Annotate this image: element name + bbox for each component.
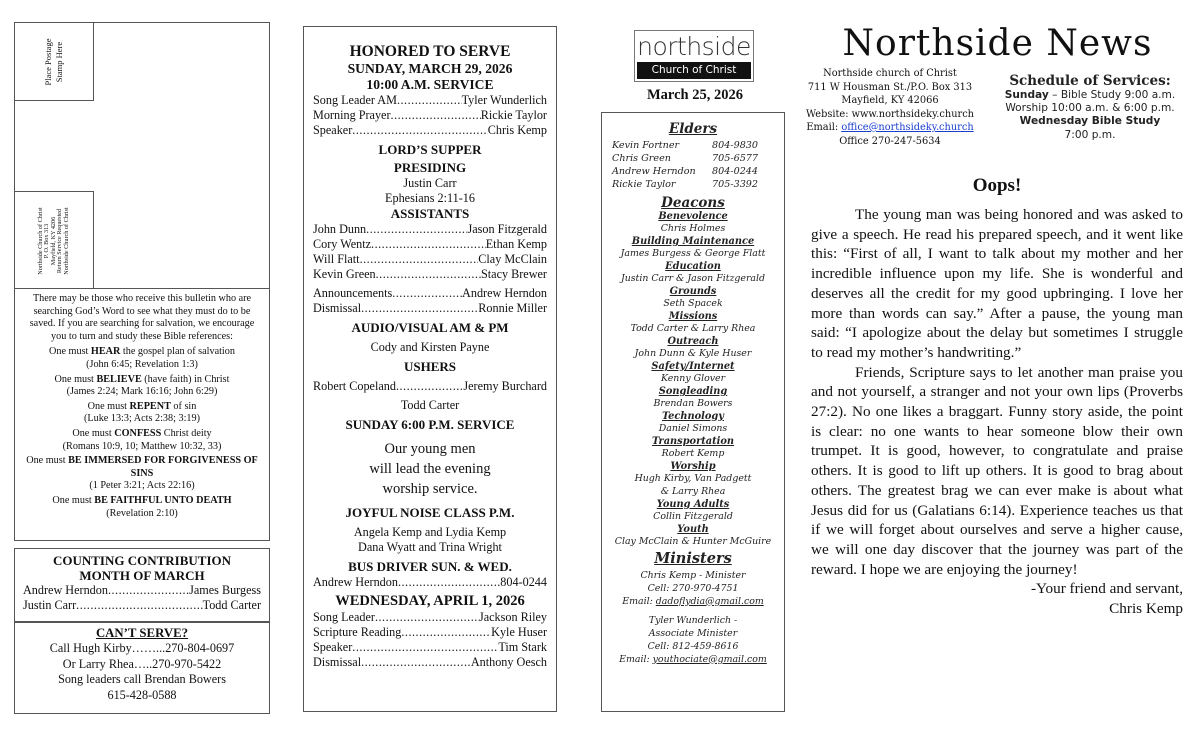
role-row (313, 123, 547, 138)
dot-leader (398, 575, 500, 590)
email-label: Email: (806, 122, 842, 133)
lords-supper-heading: LORD’S SUPPER (378, 142, 482, 157)
step-references: (Luke 13:3; Acts 2:38; 3:19) (83, 413, 200, 425)
joyful-noise-names: Dana Wyatt and Trina Wright (358, 540, 502, 554)
step-prefix: One must (26, 455, 69, 467)
av-heading: AUDIO/VISUAL AM & PM (351, 320, 509, 335)
step-text (23, 374, 261, 387)
dot-leader (392, 286, 462, 301)
sunday-label: Sunday (1004, 89, 1049, 101)
salvation-step (23, 374, 261, 399)
assistant-row (313, 222, 547, 237)
row-value: Andrew Herndon (462, 286, 547, 300)
row-label: Cory Wentz (313, 237, 372, 251)
elder-phone: 804-9830 (712, 140, 758, 151)
row-label: Dismissal (313, 655, 362, 669)
step-prefix: One must (49, 346, 91, 358)
step-suffix: the gospel plan of salvation (120, 346, 235, 358)
joyful-noise-heading: JOYFUL NOISE CLASS P.M. (345, 505, 515, 520)
email-label: Email: (622, 595, 656, 607)
step-prefix: One must (54, 373, 97, 385)
dot-leader (352, 640, 498, 655)
assistant-row (313, 252, 547, 267)
row-label: Song Leader AM (313, 93, 397, 107)
row-value: Tim Stark (498, 640, 547, 654)
elder-phone: 705-6577 (712, 153, 758, 164)
wednesday-time: 7:00 p.m. (1064, 128, 1116, 141)
service-time: 10:00 A.M. SERVICE (366, 77, 494, 92)
return-address-line: Mayfield, KY 4206 (49, 216, 57, 265)
postage-stamp-label (43, 38, 65, 85)
row-label: Announcements (313, 286, 393, 300)
usher-name: Todd Carter (400, 398, 460, 412)
contact-name: Call Hugh Kirby……... (49, 641, 166, 656)
bus-driver-row (313, 575, 547, 590)
step-keyword: HEAR (90, 346, 121, 358)
row-label: Scripture Reading (313, 625, 402, 639)
dot-leader (396, 379, 463, 394)
salvation-steps (23, 346, 261, 520)
salvation-plan-box (14, 288, 270, 541)
step-text (23, 495, 261, 508)
counting-row (23, 583, 261, 598)
deacon-department: Benevolence (658, 211, 728, 222)
dot-leader (371, 237, 486, 252)
salvation-step (23, 401, 261, 426)
deacon-department: Young Adults (656, 498, 730, 510)
step-references: (James 2:24; Mark 16:16; John 6:29) (66, 386, 218, 398)
deacons-list (606, 211, 780, 549)
row-value: Jackson Riley (478, 610, 547, 624)
row-value: Chris Kemp (487, 123, 547, 137)
ministers-heading: Ministers (654, 549, 732, 567)
return-address-line: Return Service Requested (56, 208, 64, 273)
elder-row (606, 152, 780, 165)
assistants-heading: ASSISTANTS (390, 206, 470, 221)
step-suffix: Christ deity (161, 427, 212, 439)
salvation-step (23, 455, 261, 493)
deacon-department: Worship (670, 461, 716, 472)
church-address (800, 67, 980, 148)
av-names: Cody and Kirsten Payne (370, 340, 490, 354)
stamp-line-1: Place Postage (43, 38, 53, 85)
step-suffix: of sin (170, 400, 197, 412)
wednesday-label: Wednesday Bible Study (1019, 115, 1161, 128)
joyful-noise-names: Angela Kemp and Lydia Kemp (353, 525, 507, 539)
church-logo (634, 30, 754, 82)
deacon-department: Songleading (658, 386, 728, 397)
bus-driver-phone: 804-0244 (500, 575, 547, 589)
pm-service-note (313, 439, 547, 499)
minister-email-line (606, 653, 780, 666)
step-keyword: BE FAITHFUL UNTO DEATH (94, 494, 232, 506)
deacon-department: Transportation (651, 436, 735, 447)
row-value: Rickie Taylor (480, 108, 547, 122)
return-address-line: Northside Church of Christ (62, 206, 70, 275)
dot-leader (366, 222, 467, 237)
deacon-names: James Burgess & George Flatt (620, 248, 766, 260)
address-line: Mayfield, KY 42066 (841, 95, 939, 106)
minister-name: Chris Kemp - Minister (640, 569, 746, 581)
dot-leader (361, 655, 471, 670)
step-references: (John 6:45; Revelation 1:3) (86, 358, 198, 370)
role-row (313, 640, 547, 655)
ushers-heading: USHERS (403, 359, 457, 374)
elder-name: Kevin Fortner (612, 140, 680, 151)
row-label: Dismissal (313, 301, 362, 315)
minister-role: Associate Minister (648, 627, 738, 639)
step-prefix: One must (72, 427, 115, 439)
return-address-box (15, 191, 94, 289)
dot-leader (361, 301, 478, 316)
deacon-names: Daniel Simons (658, 423, 728, 435)
deacon-department: Building Maintenance (631, 236, 755, 247)
deacon-names: Todd Carter & Larry Rhea (630, 323, 756, 335)
ushers-row (313, 379, 547, 394)
pm-service-heading: SUNDAY 6:00 P.M. SERVICE (345, 417, 515, 432)
dot-leader (360, 252, 479, 267)
dot-leader (401, 625, 491, 640)
row-value: Kyle Huser (491, 625, 547, 639)
minister-cell: Cell: 270-970-4751 (647, 582, 739, 594)
deacon-names: Collin Fitzgerald (653, 511, 733, 522)
role-row (313, 625, 547, 640)
step-keyword: CONFESS (114, 427, 162, 439)
closing-roles (313, 286, 547, 316)
deacon-names: Kenny Glover (660, 373, 726, 385)
dot-leader (376, 267, 481, 282)
deacon-names: Justin Carr & Jason Fitzgerald (620, 273, 766, 285)
assistants-list (313, 222, 547, 282)
dot-leader (375, 610, 479, 625)
elder-name: Rickie Taylor (612, 179, 676, 190)
article-title: Oops! (972, 175, 1022, 196)
step-suffix: (have faith) in Christ (141, 373, 230, 385)
cant-serve-line (23, 657, 261, 672)
address-line: Northside church of Christ (823, 68, 957, 79)
step-text (23, 455, 261, 480)
presiding-heading: PRESIDING (393, 160, 467, 175)
deacon-department: Youth (677, 523, 709, 535)
row-label: Song Leader (313, 610, 375, 624)
deacon-department: Safety/Internet (651, 361, 735, 372)
deacons-heading: Deacons (661, 195, 725, 211)
elder-row (606, 139, 780, 152)
step-text (23, 401, 261, 414)
counting-left: Andrew Herndon (23, 583, 108, 597)
deacon-names: & Larry Rhea (660, 486, 726, 497)
pm-note-line: Our young men (384, 441, 476, 457)
dot-leader (391, 108, 481, 123)
deacon-department: Missions (668, 311, 718, 322)
counting-contribution-box (14, 548, 270, 622)
row-value: Anthony Oesch (470, 655, 547, 669)
return-address-line: P. O. Box 313 (43, 223, 51, 258)
issue-date: March 25, 2026 (647, 87, 743, 103)
sunday-schedule (990, 89, 1190, 102)
honored-to-serve-box (303, 26, 557, 712)
elder-phone: 804-0244 (712, 166, 758, 177)
minister-entry (606, 614, 780, 666)
contact-phone: 270-804-0697 (165, 641, 235, 656)
assistant-row (313, 267, 547, 282)
elder-name: Chris Green (612, 153, 671, 164)
office-email-link[interactable]: office@northsideky.church (841, 122, 974, 133)
stamp-line-2: Stamp Here (54, 41, 64, 82)
deacon-names: Chris Holmes (660, 223, 726, 235)
article-paragraph: Friends, Scripture says to let another man praise you and not yourself, a stranger and not your own lips (Proverbs 27:2). No one likes a braggart. Funny story aside, the point is clear: no one wants to hear someone blow their own trumpet. It is good, however, to congratulate and praise others. It is good to lift up others. It is good to brag about others. The greatest brag we can ever make is about what Jesus did for us (Galatians 6:14). Experience teaches us that if we will forget about ourselves and serve a higher cause, we will one day discover that the journey was part of the reward. I hope we are enjoying the journey! (811, 363, 1183, 578)
step-keyword: REPENT (129, 400, 171, 412)
newsletter-masthead: Northside News (842, 23, 1153, 64)
step-prefix: One must (52, 494, 95, 506)
postage-stamp-box (15, 23, 94, 101)
return-address (38, 207, 70, 275)
wednesday-heading: WEDNESDAY, APRIL 1, 2026 (335, 593, 525, 609)
role-row (313, 93, 547, 108)
step-keyword: BELIEVE (96, 373, 142, 385)
elder-phone: 705-3392 (712, 179, 758, 190)
deacon-names: Seth Spacek (663, 298, 723, 310)
minister-entry (606, 569, 780, 608)
author-name: Chris Kemp (1109, 600, 1183, 618)
deacon-names: Clay McClain & Hunter McGuire (614, 536, 772, 547)
leaders-box (601, 112, 785, 712)
step-text (23, 346, 261, 359)
salvation-step (23, 495, 261, 520)
deacon-department: Education (665, 261, 721, 272)
assistant-row (313, 237, 547, 252)
role-row (313, 655, 547, 670)
elder-row (606, 165, 780, 178)
contact-phone: 270-970-5422 (152, 656, 222, 671)
row-value: Ronnie Miller (478, 301, 547, 315)
salvation-step (23, 428, 261, 453)
dot-leader (352, 123, 487, 138)
step-references: (1 Peter 3:21; Acts 22:16) (89, 480, 195, 492)
deacon-names: John Dunn & Kyle Huser (634, 348, 752, 360)
bus-driver-name: Andrew Herndon (313, 575, 398, 589)
minister-email-line (606, 595, 780, 608)
salvation-step (23, 346, 261, 371)
row-value: Stacy Brewer (481, 267, 547, 281)
contact-name: Or Larry Rhea….. (62, 656, 153, 671)
minister-name: Tyler Wunderlich - (648, 614, 738, 626)
worship-times: Worship 10:00 a.m. & 6:00 p.m. (1005, 102, 1175, 115)
row-value: Clay McClain (478, 252, 547, 266)
counting-title: COUNTING CONTRIBUTION (52, 553, 232, 568)
row-label: Kevin Green (313, 267, 376, 281)
row-value: Tyler Wunderlich (461, 93, 547, 107)
row-label: Morning Prayer (313, 108, 391, 122)
deacon-department: Outreach (667, 336, 719, 347)
elder-row (606, 178, 780, 191)
cant-serve-box (14, 622, 270, 714)
minister-email-link[interactable]: youthociate@gmail.com (652, 653, 767, 665)
minister-cell: Cell: 812-459-8616 (647, 640, 739, 652)
am-roles (313, 93, 547, 138)
service-date: SUNDAY, MARCH 29, 2026 (347, 61, 513, 76)
dot-leader (397, 93, 462, 108)
website-line: Website: www.northsideky.church (806, 108, 974, 120)
deacon-names: Hugh Kirby, Van Padgett (634, 473, 752, 485)
row-label: Speaker (313, 123, 353, 137)
dot-leader (108, 583, 189, 598)
minister-email-link[interactable]: dadoflydia@gmail.com (655, 595, 764, 607)
counting-left: Justin Carr (23, 597, 77, 612)
counting-right: Todd Carter (202, 597, 261, 612)
pm-note-line: worship service. (382, 481, 478, 497)
logo-subtitle-bar: Church of Christ (637, 62, 751, 79)
schedule-title: Schedule of Services: (1009, 73, 1171, 89)
usher-name: Jeremy Burchard (463, 379, 547, 393)
deacon-names: Robert Kemp (661, 448, 725, 460)
article (811, 175, 1183, 619)
counting-row (23, 598, 261, 613)
email-line (800, 121, 980, 135)
role-row (313, 286, 547, 301)
address-line: 711 W Housman St./P.O. Box 313 (807, 81, 973, 93)
deacon-department: Technology (662, 411, 724, 422)
presiding-name: Justin Carr (403, 176, 457, 190)
article-paragraph: The young man was being honored and was asked to give a speech. He read his prepared speech, and it went like this: “First of all, I want to talk about my mother and her incredible influence upon my life. She is wonderful and deserves all the credit for my good upbringing. I love her more than words can say.” After a pause, the young man said: “I apologize about the delay but sometimes I struggle to read my mother’s handwriting.” (811, 206, 1183, 361)
step-references: (Romans 10:9, 10; Matthew 10:32, 33) (62, 440, 222, 452)
bus-driver-heading: BUS DRIVER SUN. & WED. (348, 559, 512, 574)
mailing-panel (14, 22, 270, 289)
article-signoff (811, 579, 1183, 618)
row-label: Speaker (313, 640, 353, 654)
role-row (313, 610, 547, 625)
return-address-line: Northside Church of Christ (36, 206, 44, 275)
role-row (313, 108, 547, 123)
pm-note-line: will lead the evening (369, 461, 491, 477)
role-row (313, 301, 547, 316)
step-prefix: One must (87, 400, 130, 412)
row-label: John Dunn (313, 222, 367, 236)
step-references: (Revelation 2:10) (106, 507, 178, 519)
presiding-scripture: Ephesians 2:11-16 (385, 191, 475, 205)
usher-name: Robert Copeland (313, 379, 396, 393)
step-text (23, 428, 261, 441)
row-label: Will Flatt (313, 252, 360, 266)
sunday-bible-study: – Bible Study 9:00 a.m. (1048, 89, 1176, 101)
elders-list (606, 139, 780, 191)
elders-heading: Elders (668, 121, 718, 137)
cant-serve-title: CAN’T SERVE? (95, 626, 189, 640)
dot-leader (76, 598, 202, 613)
deacon-department: Grounds (669, 286, 717, 297)
logo-wordmark: northside (637, 32, 751, 61)
step-keyword: BE IMMERSED FOR FORGIVENESS OF SINS (68, 455, 258, 479)
wednesday-roles (313, 610, 547, 670)
counting-subtitle: MONTH OF MARCH (79, 568, 205, 583)
row-value: Ethan Kemp (485, 237, 547, 251)
office-phone: Office 270-247-5634 (839, 135, 941, 147)
counting-right: James Burgess (189, 583, 261, 597)
cant-serve-line (23, 641, 261, 656)
row-value: Jason Fitzgerald (467, 222, 547, 236)
signoff-line: -Your friend and servant, (1031, 580, 1183, 598)
salvation-intro: There may be those who receive this bulletin who are searching God’s Word to see what they must do to be saved. If you are searching for salvation, we encourage you to turn and study these Bible references: (29, 293, 255, 342)
honored-title: HONORED TO SERVE (349, 43, 511, 60)
cant-serve-phone: 615-428-0588 (107, 687, 177, 702)
cant-serve-line: Song leaders call Brendan Bowers (58, 672, 226, 687)
email-label: Email: (619, 653, 653, 665)
schedule-of-services (990, 73, 1190, 142)
elder-name: Andrew Herndon (612, 166, 696, 177)
deacon-names: Brendan Bowers (653, 398, 733, 410)
